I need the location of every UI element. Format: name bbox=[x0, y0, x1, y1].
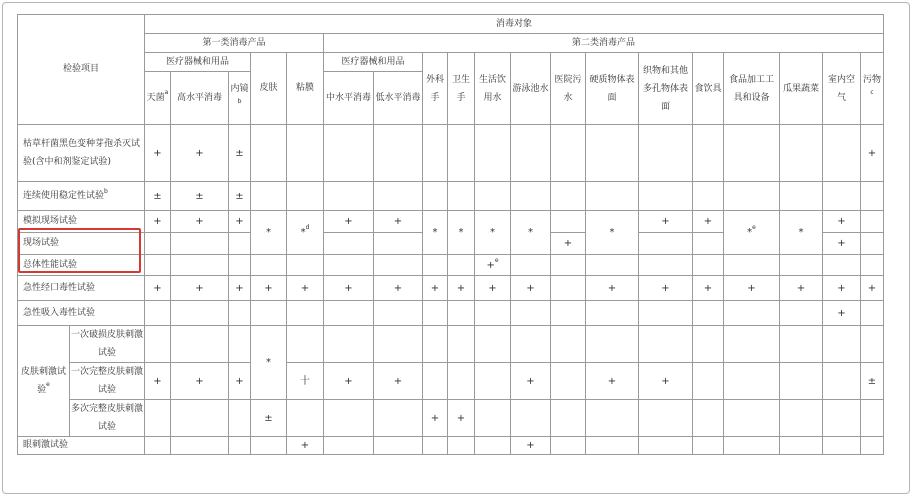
table-cell-mark: + bbox=[448, 276, 475, 301]
table-cell bbox=[251, 182, 287, 211]
table-cell bbox=[229, 437, 251, 455]
table-cell-mark: * bbox=[251, 211, 287, 255]
table-cell bbox=[423, 326, 448, 363]
table-cell bbox=[639, 326, 693, 363]
table-cell-mark: + bbox=[861, 125, 884, 182]
table-cell bbox=[229, 400, 251, 437]
table-cell-mark: + bbox=[475, 276, 511, 301]
col-hospital-sewage bbox=[551, 53, 586, 125]
table-cell bbox=[861, 400, 884, 437]
table-cell bbox=[229, 233, 251, 255]
table-cell bbox=[423, 255, 448, 276]
table-cell bbox=[551, 125, 586, 182]
table-cell bbox=[448, 326, 475, 363]
table-cell bbox=[511, 182, 551, 211]
table-cell bbox=[171, 255, 229, 276]
table-cell bbox=[693, 400, 724, 437]
table-cell bbox=[374, 326, 423, 363]
table-cell bbox=[511, 125, 551, 182]
table-row bbox=[18, 326, 884, 363]
table-cell bbox=[171, 301, 229, 326]
table-cell-mark: + bbox=[171, 125, 229, 182]
footnote-marker: c bbox=[870, 88, 874, 96]
table-cell bbox=[724, 182, 780, 211]
row-item-spore: 枯草杆菌黑色变种芽孢杀灭试验(含中和剂鉴定试验) bbox=[18, 125, 145, 182]
cell-text: 食饮具 bbox=[694, 83, 722, 94]
table-cell bbox=[324, 182, 374, 211]
cell-text: 瓜果蔬菜 bbox=[782, 83, 819, 94]
table-cell bbox=[780, 182, 823, 211]
cell-text: 皮肤刺激试验 bbox=[20, 367, 66, 395]
table-cell-mark: + bbox=[171, 211, 229, 233]
row-item-overall: 总体性能试验 bbox=[18, 255, 145, 276]
table-cell-mark: + bbox=[511, 437, 551, 455]
table-cell bbox=[639, 437, 693, 455]
footnote-marker: b bbox=[104, 187, 108, 195]
cell-text: + bbox=[486, 259, 495, 271]
table-cell-mark: + bbox=[229, 363, 251, 400]
table-cell-mark: ± bbox=[229, 182, 251, 211]
footnote-marker: a bbox=[164, 89, 169, 96]
table-cell bbox=[780, 363, 823, 400]
table-cell bbox=[287, 182, 324, 211]
table-cell bbox=[724, 301, 780, 326]
table-cell bbox=[780, 301, 823, 326]
table-cell bbox=[823, 255, 861, 276]
table-cell bbox=[475, 437, 511, 455]
table-cell-mark: + bbox=[551, 233, 586, 255]
table-cell bbox=[780, 400, 823, 437]
table-cell bbox=[511, 301, 551, 326]
cell-text: 低水平消毒 bbox=[375, 93, 421, 103]
table-cell bbox=[724, 326, 780, 363]
cell-text: 卫生手 bbox=[451, 74, 470, 103]
table-cell bbox=[145, 255, 171, 276]
table-cell bbox=[423, 125, 448, 182]
table-cell bbox=[229, 301, 251, 326]
table-cell bbox=[861, 233, 884, 255]
col-high-level bbox=[171, 72, 229, 125]
table-cell bbox=[171, 326, 229, 363]
col-fruit-veg bbox=[780, 53, 823, 125]
table-cell bbox=[287, 255, 324, 276]
table-cell bbox=[823, 125, 861, 182]
table-cell bbox=[229, 255, 251, 276]
row-item-inhalation: 急性吸入毒性试验 bbox=[18, 301, 145, 326]
cell-text: 食品加工工具和设备 bbox=[728, 74, 774, 103]
table-cell bbox=[551, 211, 586, 233]
col-indoor-air bbox=[823, 53, 861, 125]
col-swimming-pool bbox=[511, 53, 551, 125]
table-cell bbox=[374, 301, 423, 326]
table-cell-mark: * bbox=[511, 211, 551, 255]
table-cell bbox=[324, 125, 374, 182]
table-cell-mark: * bbox=[475, 211, 511, 255]
table-cell bbox=[693, 182, 724, 211]
table-row bbox=[18, 363, 884, 400]
table-cell bbox=[861, 301, 884, 326]
table-cell bbox=[448, 301, 475, 326]
table-cell bbox=[475, 182, 511, 211]
cell-text: 内镜 bbox=[230, 84, 249, 94]
table-cell-mark: + bbox=[145, 211, 171, 233]
table-cell-mark: * bbox=[251, 326, 287, 400]
table-cell bbox=[374, 125, 423, 182]
table-cell bbox=[861, 211, 884, 233]
table-cell-mark: + bbox=[693, 211, 724, 233]
col-skin: 皮肤 bbox=[251, 53, 287, 125]
table-row bbox=[18, 182, 884, 211]
table-cell bbox=[724, 437, 780, 455]
table-row bbox=[18, 276, 884, 301]
table-cell-mark: + bbox=[511, 276, 551, 301]
table-cell bbox=[324, 301, 374, 326]
table-cell-mark: + bbox=[374, 211, 423, 233]
footnote-marker: e bbox=[494, 256, 499, 264]
table-row bbox=[18, 211, 884, 233]
header-item: 检验项目 bbox=[18, 15, 145, 125]
table-cell bbox=[823, 363, 861, 400]
table-cell bbox=[693, 363, 724, 400]
table-cell-mark: + bbox=[823, 233, 861, 255]
table-cell bbox=[586, 437, 639, 455]
row-item-oral: 急性经口毒性试验 bbox=[18, 276, 145, 301]
table-cell bbox=[724, 400, 780, 437]
table-cell bbox=[586, 125, 639, 182]
table-cell bbox=[475, 326, 511, 363]
row-item-broken-skin: 一次破损皮肤刺激试验 bbox=[70, 326, 145, 363]
table-cell bbox=[693, 255, 724, 276]
col-mid-level bbox=[324, 72, 374, 125]
table-row bbox=[18, 255, 884, 276]
col-endoscope bbox=[229, 72, 251, 125]
row-item-field: 现场试验 bbox=[18, 233, 145, 255]
table-cell bbox=[287, 326, 324, 363]
table-cell-mark: + bbox=[823, 211, 861, 233]
table-cell-mark: + bbox=[423, 400, 448, 437]
table-cell bbox=[287, 301, 324, 326]
col-low-level bbox=[374, 72, 423, 125]
table-cell-mark: + bbox=[324, 211, 374, 233]
table-cell bbox=[475, 363, 511, 400]
table-row bbox=[18, 301, 884, 326]
col-sterile bbox=[145, 72, 171, 125]
table-cell-mark: + bbox=[171, 276, 229, 301]
table-cell-mark: + bbox=[324, 276, 374, 301]
table-cell-mark: * bbox=[780, 211, 823, 255]
table-cell bbox=[823, 400, 861, 437]
table-cell bbox=[639, 301, 693, 326]
table-cell bbox=[229, 326, 251, 363]
table-cell bbox=[448, 255, 475, 276]
table-cell bbox=[287, 125, 324, 182]
table-cell-mark: + bbox=[287, 276, 324, 301]
table-cell bbox=[724, 125, 780, 182]
table-cell-mark: ± bbox=[145, 182, 171, 211]
table-cell bbox=[861, 437, 884, 455]
table-cell bbox=[171, 233, 229, 255]
table-cell-mark: + bbox=[724, 276, 780, 301]
col-hard-surface bbox=[586, 53, 639, 125]
table-cell-mark: + bbox=[287, 437, 324, 455]
header-class1: 第一类消毒产品 bbox=[145, 34, 324, 53]
table-cell bbox=[287, 400, 324, 437]
cell-text: * bbox=[300, 227, 306, 238]
col-drinking-water bbox=[475, 53, 511, 125]
test-requirements-table bbox=[17, 14, 884, 455]
table-cell-mark: + bbox=[229, 276, 251, 301]
cell-text: 室内空气 bbox=[827, 74, 855, 103]
table-cell-mark: ± bbox=[171, 182, 229, 211]
table-cell bbox=[448, 182, 475, 211]
table-cell-mark: + bbox=[229, 211, 251, 233]
table-cell bbox=[551, 301, 586, 326]
col-surgical-hand bbox=[423, 53, 448, 125]
table-cell-mark: + bbox=[780, 276, 823, 301]
table-cell bbox=[374, 233, 423, 255]
col-tableware bbox=[693, 53, 724, 125]
table-cell-mark: + bbox=[639, 276, 693, 301]
cell-text: 天菌 bbox=[146, 93, 165, 103]
row-item-simulated-field: 模拟现场试验 bbox=[18, 211, 145, 233]
table-cell-mark: + bbox=[448, 400, 475, 437]
row-item-intact-skin-multi: 多次完整皮肤刺激试验 bbox=[70, 400, 145, 437]
table-row bbox=[18, 125, 884, 182]
cell-text: 织物和其他多孔物体表面 bbox=[642, 65, 688, 112]
table-cell-mark: + bbox=[823, 276, 861, 301]
table-cell bbox=[693, 301, 724, 326]
table-cell bbox=[423, 182, 448, 211]
cell-text: 连续使用稳定性试验 bbox=[23, 190, 105, 201]
table-cell-mark: + bbox=[324, 363, 374, 400]
table-cell bbox=[145, 301, 171, 326]
table-cell bbox=[145, 326, 171, 363]
table-cell bbox=[693, 326, 724, 363]
table-cell-mark: * bbox=[586, 211, 639, 255]
table-cell bbox=[780, 437, 823, 455]
table-cell bbox=[551, 437, 586, 455]
col-fabric-surface bbox=[639, 53, 693, 125]
table-cell bbox=[823, 182, 861, 211]
table-cell bbox=[251, 255, 287, 276]
table-cell bbox=[423, 301, 448, 326]
table-cell bbox=[475, 301, 511, 326]
table-cell bbox=[586, 400, 639, 437]
col-food-equipment bbox=[724, 53, 780, 125]
table-cell bbox=[551, 255, 586, 276]
col-mucosa: 粘膜 bbox=[287, 53, 324, 125]
table-cell bbox=[724, 363, 780, 400]
row-item-intact-skin-once: 一次完整皮肤刺激试验 bbox=[70, 363, 145, 400]
table-cell bbox=[251, 437, 287, 455]
table-cell-mark: + bbox=[145, 125, 171, 182]
col-hygiene-hand bbox=[448, 53, 475, 125]
table-cell bbox=[823, 437, 861, 455]
table-cell-mark: + bbox=[861, 276, 884, 301]
table-cell bbox=[145, 400, 171, 437]
table-cell-mark: 十 bbox=[287, 363, 324, 400]
table-cell bbox=[251, 125, 287, 182]
footnote-marker: d bbox=[305, 224, 310, 231]
table-cell-mark: ± bbox=[251, 400, 287, 437]
table-cell bbox=[324, 326, 374, 363]
table-cell bbox=[551, 276, 586, 301]
table-cell bbox=[823, 326, 861, 363]
table-cell-mark bbox=[475, 255, 511, 276]
table-cell-mark: + bbox=[639, 211, 693, 233]
table-cell bbox=[586, 255, 639, 276]
table-cell-mark: + bbox=[374, 276, 423, 301]
table-cell bbox=[551, 182, 586, 211]
table-cell bbox=[861, 326, 884, 363]
table-cell bbox=[639, 182, 693, 211]
table-cell-mark: + bbox=[145, 363, 171, 400]
table-cell bbox=[374, 255, 423, 276]
table-cell bbox=[511, 400, 551, 437]
skin-irritation-group bbox=[18, 326, 70, 437]
row-item-stability bbox=[18, 182, 145, 211]
cell-text: * bbox=[747, 227, 753, 238]
col-waste bbox=[861, 53, 884, 125]
table-cell bbox=[586, 301, 639, 326]
table-cell bbox=[780, 125, 823, 182]
table-cell bbox=[724, 255, 780, 276]
table-cell-mark: + bbox=[639, 363, 693, 400]
table-cell bbox=[551, 326, 586, 363]
header-object: 消毒对象 bbox=[145, 15, 884, 34]
table-cell bbox=[374, 182, 423, 211]
table-cell bbox=[693, 437, 724, 455]
cell-text: 医院污水 bbox=[554, 74, 582, 103]
table-cell-mark: + bbox=[145, 276, 171, 301]
table-cell bbox=[586, 182, 639, 211]
table-cell bbox=[423, 437, 448, 455]
table-cell bbox=[639, 400, 693, 437]
cell-text: 外科手 bbox=[425, 74, 444, 103]
table-cell bbox=[551, 400, 586, 437]
table-cell-mark: + bbox=[511, 363, 551, 400]
table-cell bbox=[475, 400, 511, 437]
table-cell bbox=[171, 437, 229, 455]
table-cell-mark: + bbox=[586, 363, 639, 400]
table-cell-mark bbox=[287, 211, 324, 255]
table-cell bbox=[639, 125, 693, 182]
table-cell bbox=[324, 233, 374, 255]
table-cell-mark: + bbox=[693, 276, 724, 301]
table-cell bbox=[475, 125, 511, 182]
table-cell-mark: * bbox=[423, 211, 448, 255]
table-cell bbox=[145, 233, 171, 255]
table-cell bbox=[171, 400, 229, 437]
table-cell bbox=[693, 125, 724, 182]
table-cell-mark: + bbox=[586, 276, 639, 301]
table-cell bbox=[511, 326, 551, 363]
table-cell bbox=[374, 437, 423, 455]
table-cell bbox=[639, 255, 693, 276]
table-row bbox=[18, 437, 884, 455]
table-cell bbox=[586, 326, 639, 363]
table-cell bbox=[145, 437, 171, 455]
table-cell bbox=[324, 400, 374, 437]
table-cell bbox=[780, 326, 823, 363]
table-cell bbox=[423, 363, 448, 400]
table-cell bbox=[448, 125, 475, 182]
cell-text: 硬质物体表面 bbox=[589, 74, 635, 103]
table-cell bbox=[324, 437, 374, 455]
table-cell-mark: + bbox=[423, 276, 448, 301]
table-cell bbox=[374, 400, 423, 437]
table-cell-mark: ± bbox=[861, 363, 884, 400]
table-cell bbox=[861, 255, 884, 276]
table-cell bbox=[448, 363, 475, 400]
cell-text: 污物 bbox=[862, 74, 881, 85]
header-med1: 医疗器械和用品 bbox=[145, 53, 251, 72]
table-cell bbox=[780, 255, 823, 276]
header-med2: 医疗器械和用品 bbox=[324, 53, 423, 72]
table-cell bbox=[511, 255, 551, 276]
cell-text: 游泳池水 bbox=[512, 83, 549, 94]
table-cell bbox=[251, 301, 287, 326]
table-row bbox=[18, 400, 884, 437]
table-cell-mark bbox=[724, 211, 780, 255]
table-cell-mark: + bbox=[251, 276, 287, 301]
table-cell bbox=[693, 233, 724, 255]
table-cell-mark: + bbox=[823, 301, 861, 326]
footnote-marker: e bbox=[752, 224, 756, 231]
row-item-eye: 眼刺激试验 bbox=[18, 437, 145, 455]
table-cell-mark: * bbox=[448, 211, 475, 255]
footnote-marker: e bbox=[46, 381, 50, 388]
table-cell bbox=[861, 182, 884, 211]
table-cell-mark: ± bbox=[229, 125, 251, 182]
cell-text: 高水平消毒 bbox=[176, 93, 222, 103]
table-cell-mark: + bbox=[374, 363, 423, 400]
table-cell bbox=[551, 363, 586, 400]
table-cell bbox=[639, 233, 693, 255]
table-cell-mark: + bbox=[171, 363, 229, 400]
cell-text: 生活饮用水 bbox=[478, 74, 506, 103]
table-cell bbox=[448, 437, 475, 455]
footnote-marker: b bbox=[237, 98, 242, 105]
header-class2: 第二类消毒产品 bbox=[324, 34, 884, 53]
table-cell bbox=[324, 255, 374, 276]
cell-text: 中水平消毒 bbox=[325, 93, 371, 103]
